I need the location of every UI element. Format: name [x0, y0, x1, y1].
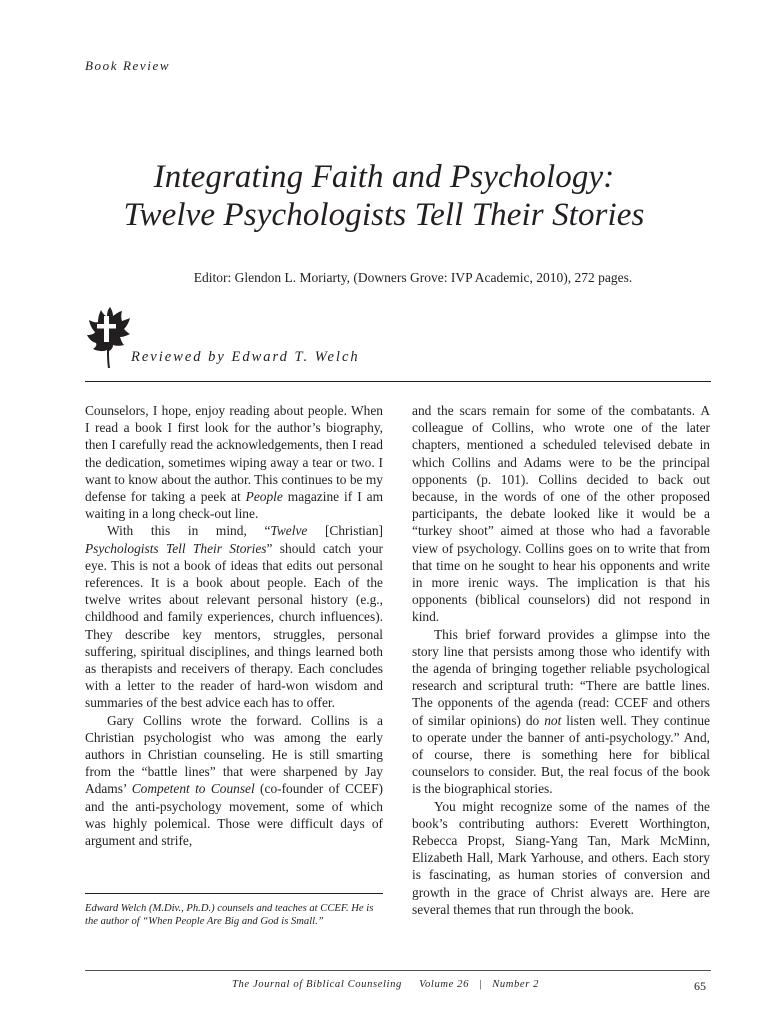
paragraph: You might recognize some of the names of the book’s contributing authors: Everett Worthington, Rebecca Propst, Siang-Yang Tan, Mark McMinn, Elizabeth Hall, Mark Yarhouse, and others. Each story is fascinating, as human stories of conversion and growth in the grace of Christ always are. Here are several themes that run through the book.: [412, 798, 710, 917]
left-column: [85, 402, 383, 849]
paragraph: Gary Collins wrote the forward. Collins is a Christian psychologist who was among the early authors in Christian counseling. He is still smarting from the “battle lines” that were sharpened by Jay Adams’ Competent to Counsel (co-founder of CCEF) and the anti-psychology movement, some of which was highly polemical. Those were difficult days of argument and strife,: [85, 712, 383, 849]
running-footer: [232, 979, 539, 990]
issue-number: Number 2: [492, 979, 540, 990]
journal-name: The Journal of Biblical Counseling: [232, 979, 402, 990]
right-column: [412, 402, 710, 918]
footnote-divider: [85, 893, 383, 894]
footer-divider: [85, 970, 711, 971]
paragraph: With this in mind, “Twelve [Christian] Psychologists Tell Their Stories” should catch your eye. This is not a book of ideas that edits out personal references. It is a book about people. Each of the twelve writes about relevant personal history (e.g., childhood and family experiences, church influences). They describe key mentors, struggles, personal suffering, spiritual disciplines, and things learned both as therapists and receivers of therapy. Each concludes with a letter to the reader of hard-won wisdom and summaries of the best advice each has to offer.: [85, 523, 383, 711]
reviewer-byline: Reviewed by Edward T. Welch: [131, 349, 360, 365]
volume: Volume 26: [419, 979, 469, 990]
author-footnote: Edward Welch (M.Div., Ph.D.) counsels and teaches at CCEF. He is the author of “When People Are Big and God is Small.”: [85, 903, 374, 928]
paragraph: This brief forward provides a glimpse into the story line that persists among those who identify with the agenda of bringing together reliable psychological research and scriptural truth: “There are battle lines. The opponents of the agenda (read: CCEF and others of similar opinions) do not listen well. They continue to operate under the banner of anti-psychology.” And, of course, there is something here for biblical counselors to consider. But, the real focus of the book is the biographical stories.: [412, 626, 710, 797]
paragraph: Counselors, I hope, enjoy reading about people. When I read a book I first look for the author’s biography, then I carefully read the acknowledgements, then I read the dedication, sometimes wiping away a tear or two. I want to know about the author. This continues to be my defense for taking a peek at People magazine if I am waiting in a long check-out line.: [85, 403, 383, 522]
footer-separator: |: [479, 979, 482, 990]
title-line-2: Twelve Psychologists Tell Their Stories: [123, 197, 645, 233]
article-title: [0, 158, 768, 234]
header-divider: [85, 381, 711, 382]
editor-line: Editor: Glendon L. Moriarty, (Downers Grove: IVP Academic, 2010), 272 pages.: [193, 270, 633, 285]
title-line-1: Integrating Faith and Psychology:: [153, 159, 615, 195]
section-label: Book Review: [85, 58, 171, 73]
paragraph: and the scars remain for some of the combatants. A colleague of Collins, who wrote one of the later chapters, mentioned a scheduled televised debate in which Collins and Adams were to be the principal opponents (p. 101). Collins decided to back out because, in the words of one of the other proposed participants, the debate looked like it would be a “turkey shoot” aimed at those who had a favorable view of psychology. Collins goes on to write that from that time on he sought to hear his opponents and write in more irenic ways. The implication is that his opponents (biblical counselors) did not respond in kind.: [412, 403, 710, 625]
maple-leaf-cross-icon: [85, 306, 131, 370]
page-number: 65: [694, 979, 706, 993]
